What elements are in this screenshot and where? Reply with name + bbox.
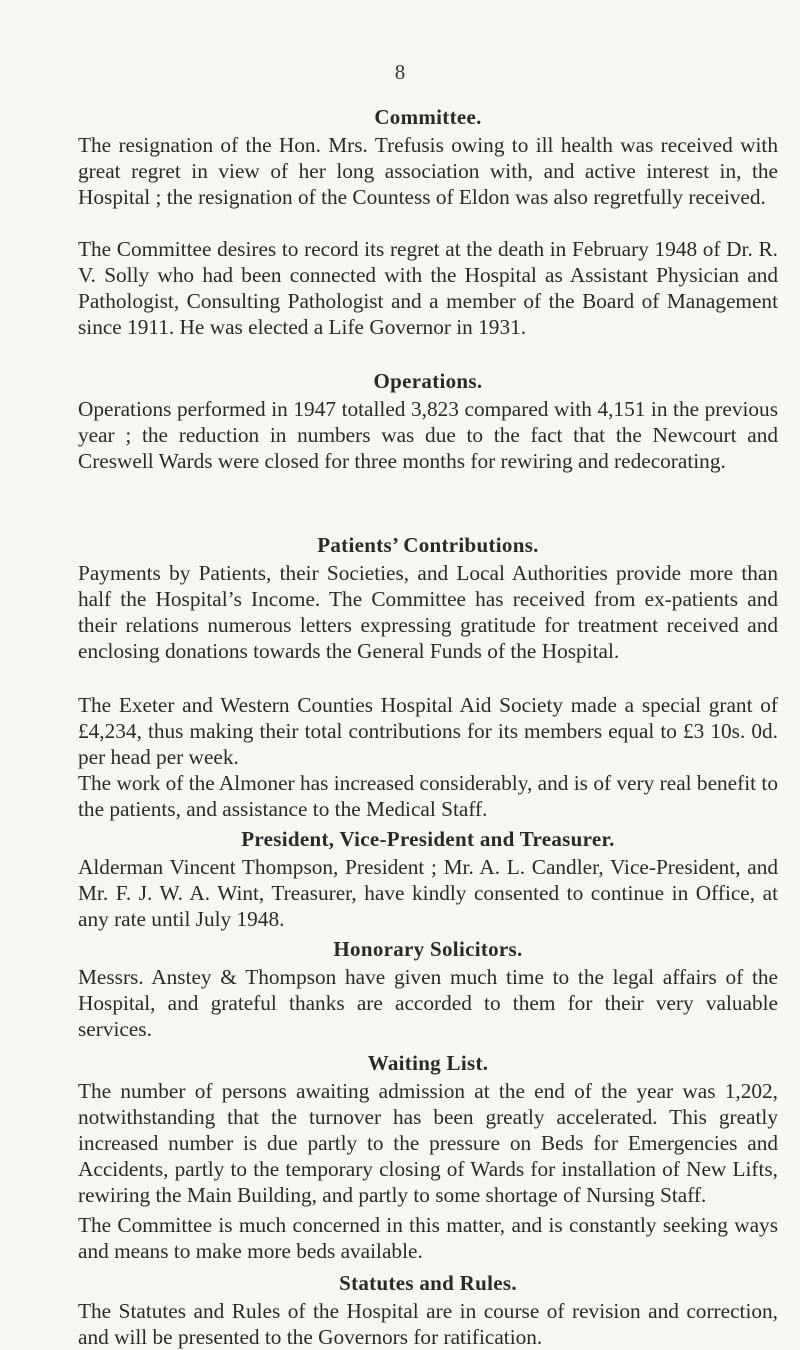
- section-heading: Honorary Solicitors.: [333, 937, 523, 961]
- committee-paragraph-1: [78, 132, 778, 210]
- section-waiting-list: [78, 1050, 778, 1076]
- paragraph: Messrs. Anstey & Thompson have given much time to the legal affairs of the Hospital, and grateful thanks are accorded to them for their very valuable services.: [78, 965, 778, 1041]
- patients-paragraph-1: [78, 560, 778, 664]
- paragraph: The number of persons awaiting admission at the end of the year was 1,202, notwithstanding that the turnover has been greatly accelerated. This greatly increased number is due partly to the pressure on Beds for Emergencies and Accidents, partly to the temporary closing of Wards for installation of New Lifts, rewiring the Main Building, and partly to some shortage of Nursing Staff.: [78, 1079, 778, 1207]
- paragraph: The Committee desires to record its regret at the death in February 1948 of Dr. R. V. Solly who had been connected with the Hospital as Assistant Physician and Pathologist, Consulting Pathologist and a member of the Board of Management since 1911. He was elected a Life Governor in 1931.: [78, 237, 778, 339]
- section-heading: Waiting List.: [367, 1051, 489, 1075]
- paragraph: The Committee is much concerned in this matter, and is constantly seeking ways and means to make more beds available.: [78, 1213, 778, 1263]
- paragraph: The resignation of the Hon. Mrs. Trefusis owing to ill health was received with great regret in view of her long association with, and active interest in, the Hospital ; the resignation of the Countess of Eldon was also regretfully received.: [78, 133, 778, 209]
- page-number: 8: [394, 60, 406, 84]
- section-heading: Committee.: [374, 105, 482, 129]
- patients-paragraph-3: [78, 770, 778, 822]
- paragraph: Alderman Vincent Thompson, President ; Mr. A. L. Candler, Vice-President, and Mr. F. J. W. A. Wint, Treasurer, have kindly consented to continue in Office, at any rate until July 1948.: [78, 855, 778, 931]
- solicitors-paragraph-1: [78, 964, 778, 1042]
- section-solicitors: [78, 936, 778, 962]
- section-heading: Operations.: [373, 369, 483, 393]
- operations-paragraph-1: [78, 396, 778, 474]
- section-patients-contributions: [78, 532, 778, 558]
- paragraph: Operations performed in 1947 totalled 3,823 compared with 4,151 in the previous year ; the reduction in numbers was due to the fact that the Newcourt and Creswell Wards were closed for three months for rewiring and redecorating.: [78, 397, 778, 473]
- statutes-paragraph-1: [78, 1298, 778, 1350]
- section-committee: [78, 104, 778, 130]
- section-heading: President, Vice-President and Treasurer.: [241, 827, 615, 851]
- patients-paragraph-2: [78, 692, 778, 770]
- paragraph: The work of the Almoner has increased considerably, and is of very real benefit to the patients, and assistance to the Medical Staff.: [78, 771, 778, 821]
- section-statutes: [78, 1270, 778, 1296]
- section-operations: [78, 368, 778, 394]
- committee-paragraph-2: [78, 236, 778, 340]
- section-heading: Statutes and Rules.: [339, 1271, 517, 1295]
- paragraph: The Statutes and Rules of the Hospital are in course of revision and correction, and will be presented to the Governors for ratification.: [78, 1299, 778, 1349]
- president-paragraph-1: [78, 854, 778, 932]
- section-heading: Patients’ Contributions.: [317, 533, 539, 557]
- section-president: [78, 826, 778, 852]
- paragraph: The Exeter and Western Counties Hospital Aid Society made a special grant of £4,234, thus making their total contributions for its members equal to £3 10s. 0d. per head per week.: [78, 693, 778, 769]
- waiting-paragraph-1: [78, 1078, 778, 1208]
- waiting-paragraph-2: [78, 1212, 778, 1264]
- paragraph: Payments by Patients, their Societies, and Local Authorities provide more than half the Hospital’s Income. The Committee has received from ex-patients and their relations numerous letters expressing gratitude for treatment received and enclosing donations towards the General Funds of the Hospital.: [78, 561, 778, 663]
